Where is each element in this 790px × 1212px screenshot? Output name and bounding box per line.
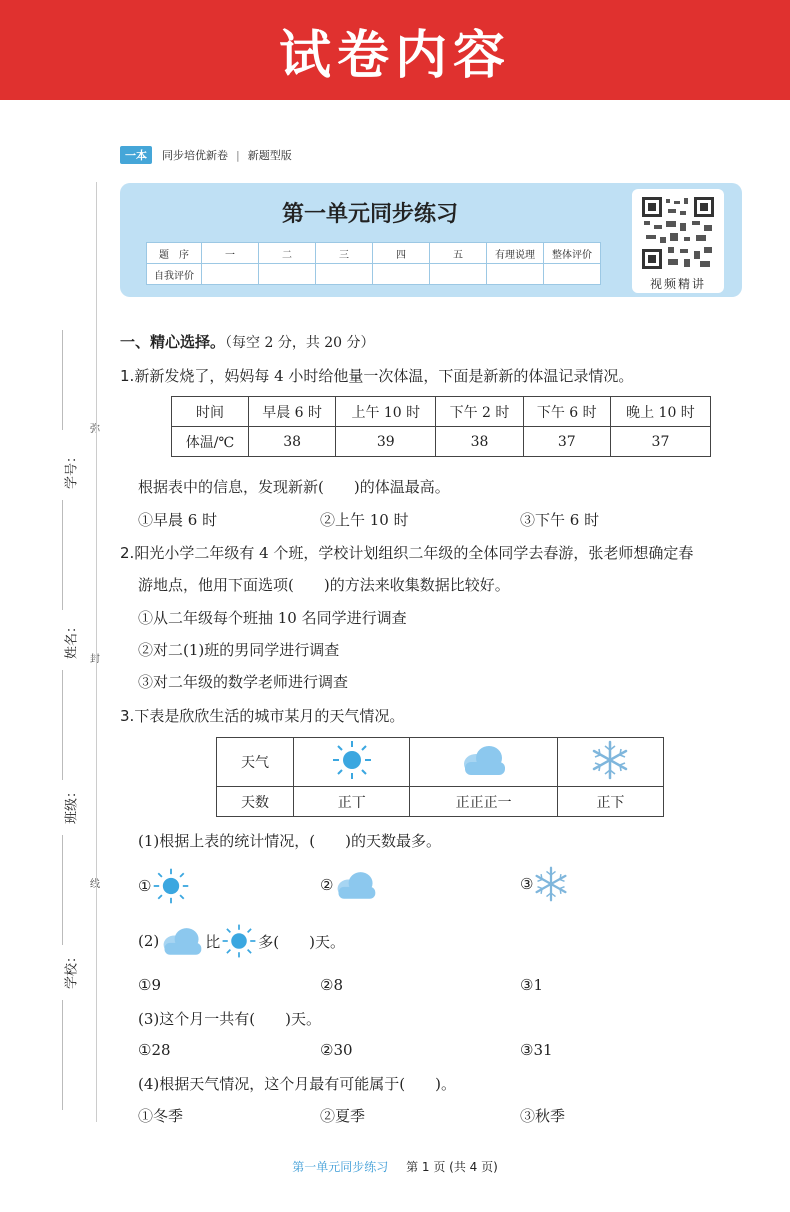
q2-text-line2: 游地点，他用下面选项( )的方法来收集数据比较好。 xyxy=(138,576,510,594)
q1-question: 根据表中的信息，发现新新( )的体温最高。 xyxy=(138,478,450,496)
student-name-label: 姓名： xyxy=(64,620,80,660)
q3-sub2-text xyxy=(138,922,345,960)
q1-stem xyxy=(120,365,633,386)
temp-header-cell: 晚上 10 时 xyxy=(610,397,710,427)
seal-mark: 线 xyxy=(90,879,100,890)
q3-sub2-mid: 比 xyxy=(205,932,221,951)
q3-sub2-option[interactable]: ②8 xyxy=(320,976,343,994)
qr-label: 视频精讲 xyxy=(649,277,706,291)
q3-sub4-option[interactable]: ②夏季 xyxy=(320,1107,366,1125)
score-cell: 五 xyxy=(430,243,487,264)
series-name: 同步培优新卷 xyxy=(162,149,228,162)
q2-option[interactable]: ②对二(1)班的男同学进行调查 xyxy=(138,641,340,659)
q3-sub2-option[interactable]: ①9 xyxy=(138,976,161,994)
q3-sub4-option[interactable]: ③秋季 xyxy=(520,1107,566,1125)
binding-margin xyxy=(40,180,110,1110)
series-separator: | xyxy=(236,148,240,162)
score-cell: 整体评价 xyxy=(544,243,601,264)
margin-divider xyxy=(62,835,63,945)
self-eval-cell[interactable] xyxy=(316,264,373,285)
banner-title: 试卷内容 xyxy=(278,25,511,86)
q1-number: 1. xyxy=(120,367,135,385)
temperature-table xyxy=(171,396,711,457)
q3-sub1-option[interactable] xyxy=(520,866,569,902)
section-title: 一、精心选择。 xyxy=(120,333,226,351)
q2-option[interactable]: ③对二年级的数学老师进行调查 xyxy=(138,673,349,691)
q2-number: 2. xyxy=(120,544,135,562)
series-logo: 一本 xyxy=(120,146,152,164)
temp-header-cell: 上午 10 时 xyxy=(336,397,436,427)
snowflake-icon xyxy=(533,866,569,902)
series-edition: 新题型版 xyxy=(247,149,292,162)
section-heading xyxy=(120,331,375,352)
score-cell: 一 xyxy=(202,243,259,264)
seal-mark: 封 xyxy=(90,654,100,665)
school-label: 学校： xyxy=(64,950,80,990)
weather-cell-snowy xyxy=(557,738,663,787)
self-eval-cell[interactable] xyxy=(259,264,316,285)
temp-value-cell: 37 xyxy=(523,427,610,457)
score-cell: 四 xyxy=(373,243,430,264)
binding-line xyxy=(96,182,97,1122)
self-eval-cell[interactable] xyxy=(544,264,601,285)
self-eval-cell[interactable] xyxy=(202,264,259,285)
cloud-icon xyxy=(333,868,379,902)
q3-sub4-option[interactable]: ①冬季 xyxy=(138,1107,184,1125)
q1-option[interactable]: ③下午 6 时 xyxy=(520,511,600,529)
sun-icon xyxy=(151,866,191,906)
q3-sub4-text: (4)根据天气情况，这个月最有可能属于( )。 xyxy=(138,1075,456,1093)
section-note: （每空 2 分，共 20 分） xyxy=(225,335,375,351)
cloud-icon xyxy=(459,742,509,778)
temp-row-label: 体温/℃ xyxy=(172,427,249,457)
temp-value-cell: 37 xyxy=(610,427,710,457)
q3-sub3-option[interactable]: ②30 xyxy=(320,1041,353,1059)
score-cell: 有理说理 xyxy=(487,243,544,264)
weather-table xyxy=(216,737,664,817)
option-marker: ② xyxy=(320,876,334,894)
page-number: 第 1 页 (共 4 页) xyxy=(406,1160,498,1174)
q1-text: 新新发烧了，妈妈每 4 小时给他量一次体温，下面是新新的体温记录情况。 xyxy=(134,367,634,385)
student-number-label: 学号： xyxy=(64,450,80,490)
tally-cell: 正丅 xyxy=(294,787,410,817)
q3-sub3-option[interactable]: ③31 xyxy=(520,1041,553,1059)
unit-header-box xyxy=(120,183,742,297)
snowflake-icon xyxy=(590,740,630,780)
tally-cell: 正正正一 xyxy=(410,787,557,817)
q1-option[interactable]: ①早晨 6 时 xyxy=(138,511,218,529)
self-eval-cell[interactable] xyxy=(487,264,544,285)
sun-icon xyxy=(220,922,258,960)
self-eval-cell[interactable] xyxy=(430,264,487,285)
q3-sub3-text: (3)这个月一共有( )天。 xyxy=(138,1010,321,1028)
margin-divider xyxy=(62,670,63,780)
q3-stem xyxy=(120,705,404,726)
unit-title: 第一单元同步练习 xyxy=(281,202,458,227)
tally-cell: 正下 xyxy=(557,787,663,817)
score-cell: 题 序 xyxy=(147,243,202,264)
weather-cell-cloudy xyxy=(410,738,557,787)
temp-header-cell: 下午 6 时 xyxy=(523,397,610,427)
temp-value-cell: 39 xyxy=(336,427,436,457)
q1-option[interactable]: ②上午 10 时 xyxy=(320,511,409,529)
score-table-header-row xyxy=(147,243,601,264)
q3-sub1-option[interactable] xyxy=(138,866,191,906)
score-cell: 二 xyxy=(259,243,316,264)
margin-divider xyxy=(62,1000,63,1110)
option-marker: ① xyxy=(138,877,152,895)
top-banner xyxy=(0,0,790,100)
self-eval-label: 自我评价 xyxy=(147,264,202,285)
weather-row-label: 天数 xyxy=(217,787,294,817)
q3-sub1-option[interactable] xyxy=(320,868,379,902)
page-footer xyxy=(0,1158,790,1175)
margin-divider xyxy=(62,330,63,430)
cloud-icon xyxy=(159,924,205,958)
weather-cell-sunny xyxy=(294,738,410,787)
qr-code[interactable] xyxy=(640,195,716,271)
series-line xyxy=(120,146,292,164)
option-marker: ③ xyxy=(520,875,534,893)
self-eval-cell[interactable] xyxy=(373,264,430,285)
margin-divider xyxy=(62,500,63,610)
q2-text-line1: 阳光小学二年级有 4 个班，学校计划组织二年级的全体同学去春游，张老师想确定春 xyxy=(134,544,694,562)
qr-panel[interactable] xyxy=(632,189,724,293)
class-label: 班级： xyxy=(64,785,80,825)
q3-text: 下表是欣欣生活的城市某月的天气情况。 xyxy=(134,707,405,725)
temp-value-cell: 38 xyxy=(436,427,523,457)
q3-sub2-option[interactable]: ③1 xyxy=(520,976,543,994)
q3-number: 3. xyxy=(120,707,135,725)
temp-header-cell: 时间 xyxy=(172,397,249,427)
q3-sub1-text: (1)根据上表的统计情况，( )的天数最多。 xyxy=(138,832,441,850)
score-table-self-eval-row xyxy=(147,264,601,285)
temp-header-cell: 下午 2 时 xyxy=(436,397,523,427)
score-cell: 三 xyxy=(316,243,373,264)
temp-header-cell: 早晨 6 时 xyxy=(249,397,336,427)
footer-unit-title: 第一单元同步练习 xyxy=(292,1160,389,1174)
q2-option[interactable]: ①从二年级每个班抽 10 名同学进行调查 xyxy=(138,609,407,627)
q3-sub2-prefix: (2) xyxy=(138,932,160,950)
sun-icon xyxy=(330,738,374,782)
q3-sub3-option[interactable]: ①28 xyxy=(138,1041,171,1059)
q3-sub2-suffix: 多( )天。 xyxy=(258,932,345,951)
seal-mark: 弥 xyxy=(90,424,100,435)
score-table xyxy=(146,242,601,285)
weather-row-label: 天气 xyxy=(217,738,294,787)
temp-value-cell: 38 xyxy=(249,427,336,457)
q2-stem xyxy=(120,542,693,563)
